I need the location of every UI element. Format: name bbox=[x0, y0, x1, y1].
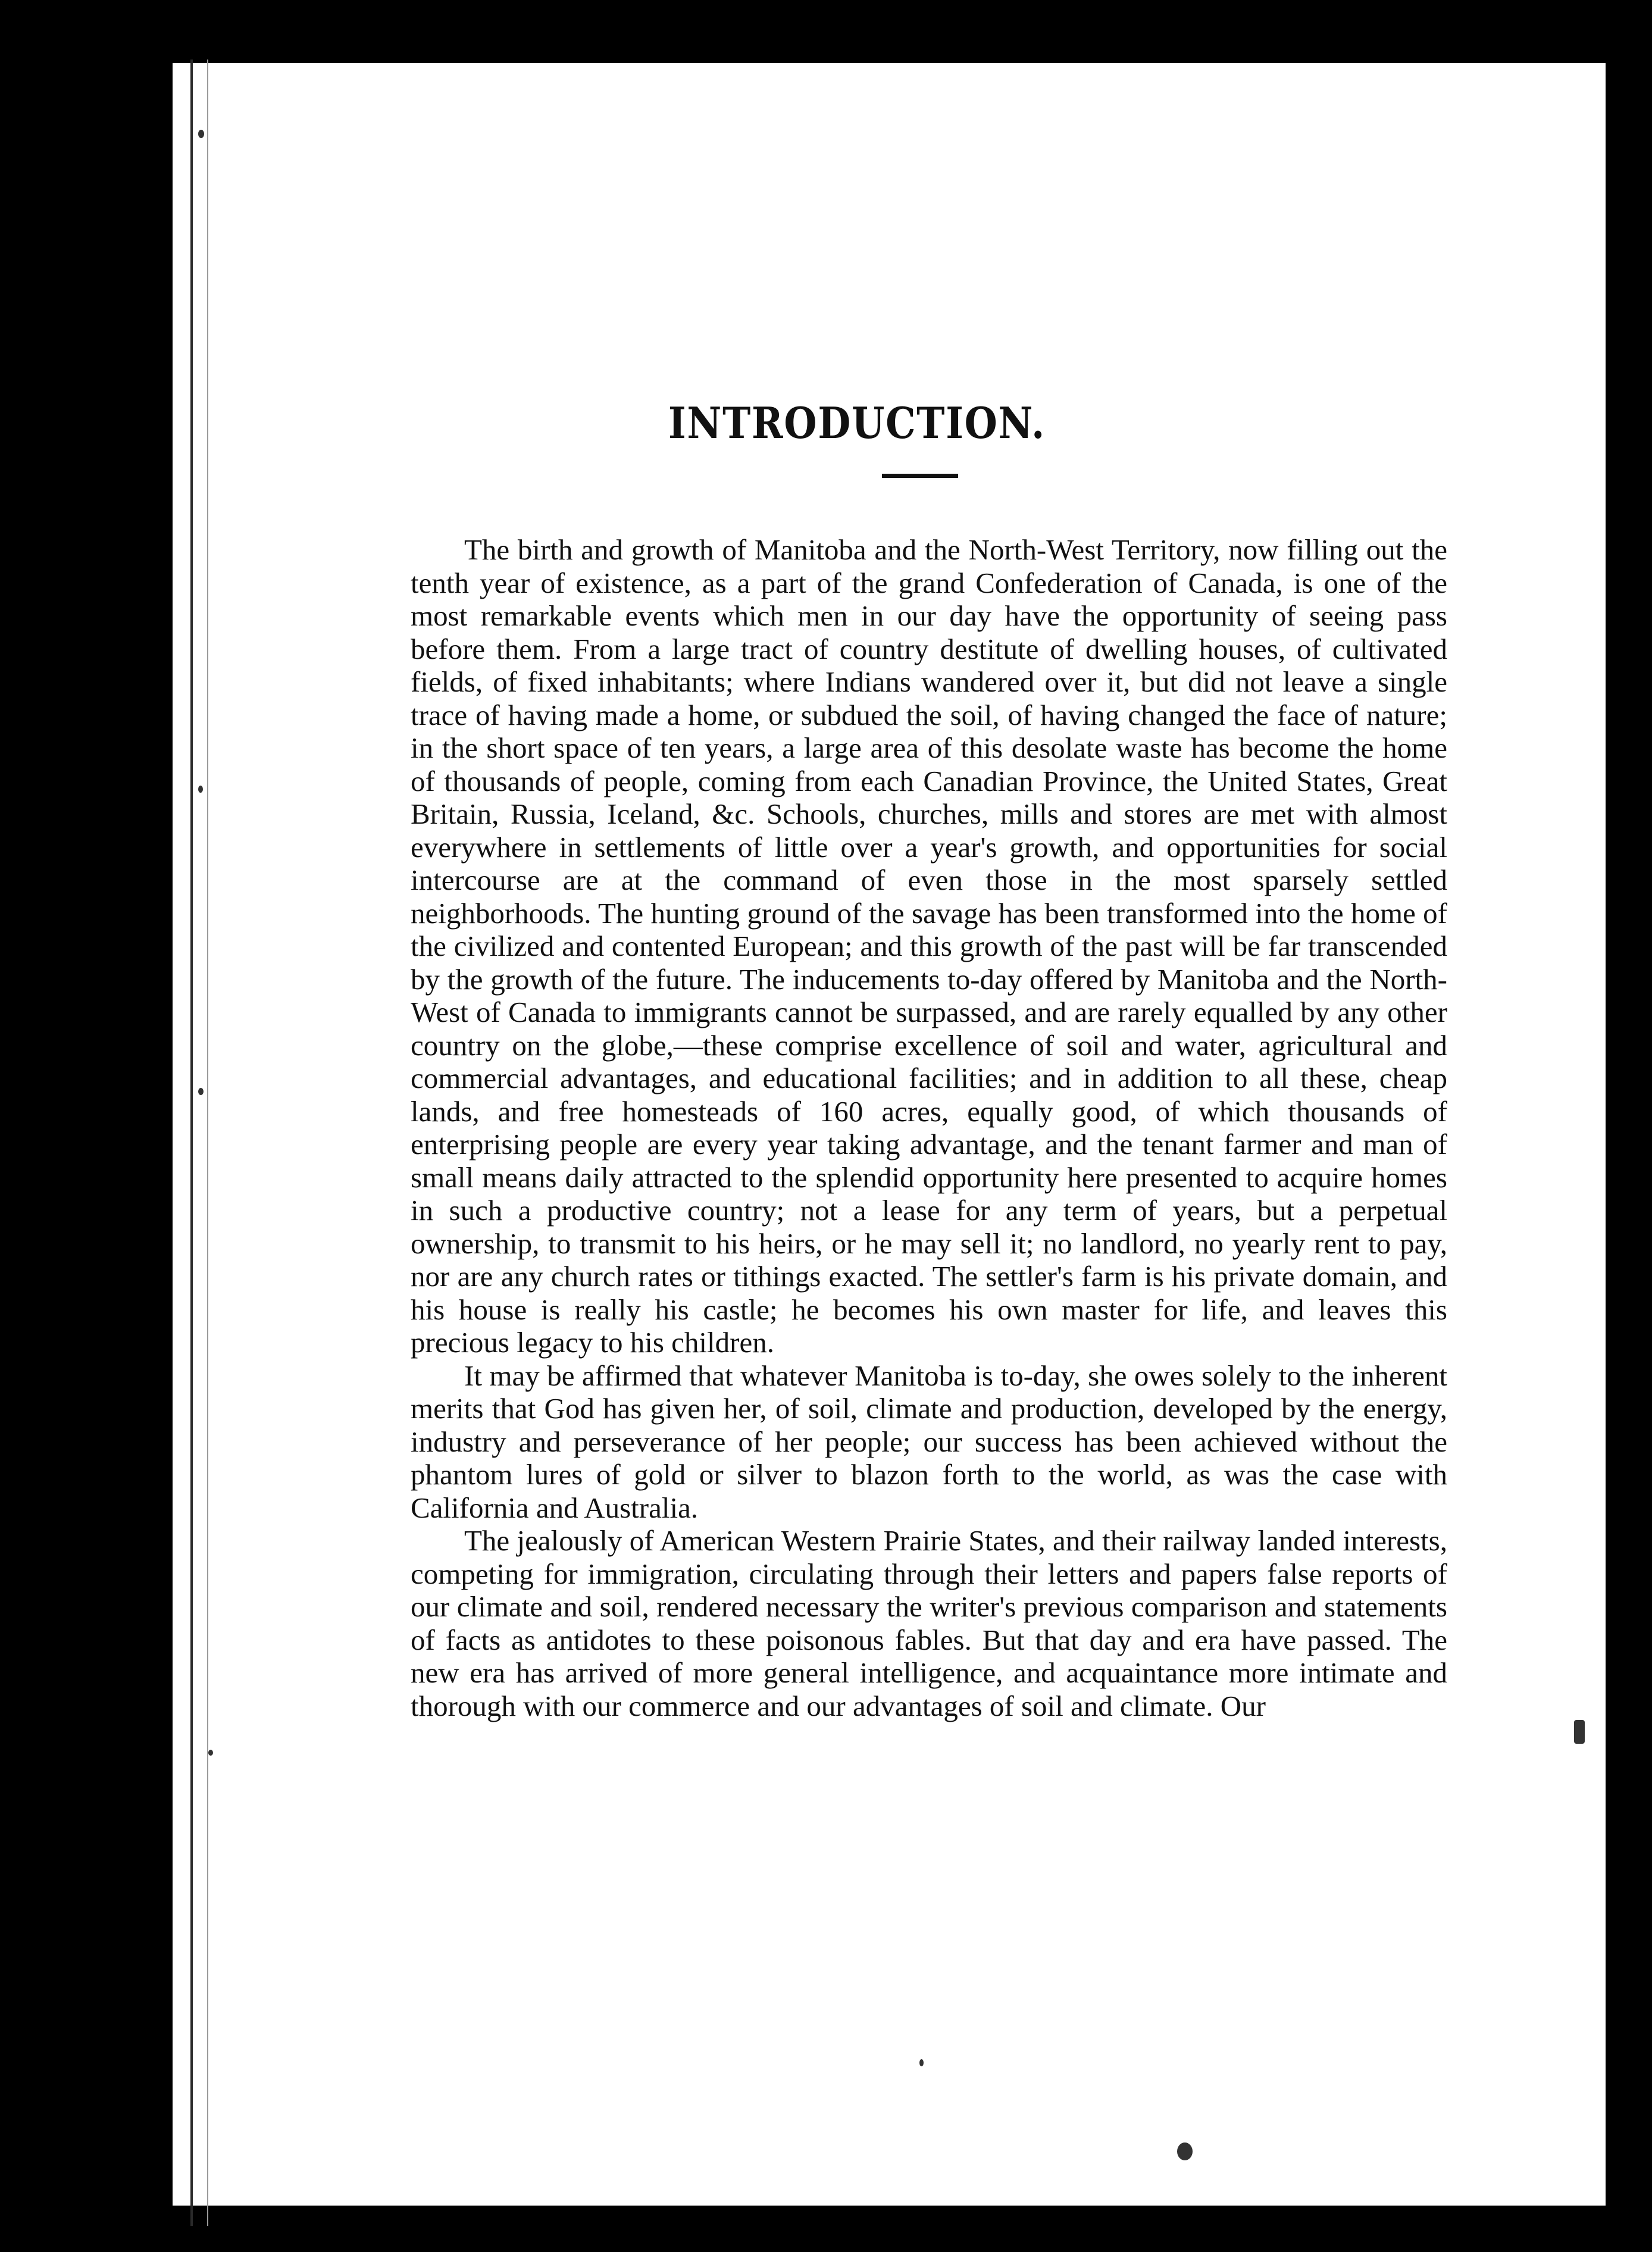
paragraph: The jealously of American Western Prairie States, and their railway landed interests, competing for immigration, circulating through their letters and papers false reports of our climate and soil, rendered necessary the writer's previous comparison and statements of facts as antidotes to these poisonous fables. But that day and era have passed. The new era has arrived of more general intelligence, and acquaintance more intimate and thorough with our commerce and our advantages of soil and climate. Our bbox=[411, 1524, 1447, 1722]
scan-speck bbox=[198, 1088, 204, 1095]
scan-speck bbox=[1574, 1720, 1585, 1744]
page-title: INTRODUCTION. bbox=[668, 398, 1046, 449]
scan-speck bbox=[208, 1750, 213, 1756]
paragraph: It may be affirmed that whatever Manitoba is to-day, she owes solely to the inherent merits that God has given her, of soil, climate and production, developed by the energy, industry and perseverance of her people; our success has been achieved without the phantom lures of gold or silver to blazon forth to the world, as was the case with California and Australia. bbox=[411, 1359, 1447, 1524]
binding-gutter-shadow bbox=[207, 60, 208, 2226]
scan-speck bbox=[198, 786, 203, 793]
paragraph: The birth and growth of Manitoba and the North-West Territory, now filling out the tenth year of existence, as a part of the grand Confederation of Canada, is one of the most remarkable events which men in our day have the opportunity of seeing pass before them. From a large tract of country destitute of dwelling houses, of cultivated fields, of fixed inhabitants; where Indians wandered over it, but did not leave a single trace of having made a home, or subdued the soil, of having changed the face of nature; in the short space of ten years, a large area of this desolate waste has become the home of thousands of people, coming from each Canadian Province, the United States, Great Britain, Russia, Iceland, &c. Schools, churches, mills and stores are met with almost everywhere in settlements of little over a year's growth, and opportunities for social intercourse are at the command of even those in the most sparsely settled neighborhoods. The hunting ground of the savage has been transformed into the home of the civilized and contented European; and this growth of the past will be far transcended by the growth of the future. The inducements to-day offered by Manitoba and the North-West of Canada to immigrants cannot be surpassed, and are rarely equalled by any other country on the globe,—these comprise excellence of soil and water, agricultural and commercial advantages, and educational facilities; and in addition to all these, cheap lands, and free homesteads of 160 acres, equally good, of which thousands of enterprising people are every year taking advantage, and the tenant farmer and man of small means daily attracted to the splendid opportunity here presented to acquire homes in such a productive country; not a lease for any term of years, but a perpetual ownership, to transmit to his heirs, or he may sell it; no landlord, no yearly rent to pay, nor are any church rates or tithings exacted. The settler's farm is his private domain, and his house is really his castle; he becomes his own master for life, and leaves this precious legacy to his children. bbox=[411, 533, 1447, 1359]
binding-gutter-line bbox=[190, 60, 193, 2226]
body-text bbox=[411, 533, 1447, 1722]
title-rule bbox=[882, 474, 958, 478]
scan-speck bbox=[1177, 2142, 1193, 2160]
scan-speck bbox=[198, 130, 204, 138]
scan-speck bbox=[919, 2059, 924, 2066]
